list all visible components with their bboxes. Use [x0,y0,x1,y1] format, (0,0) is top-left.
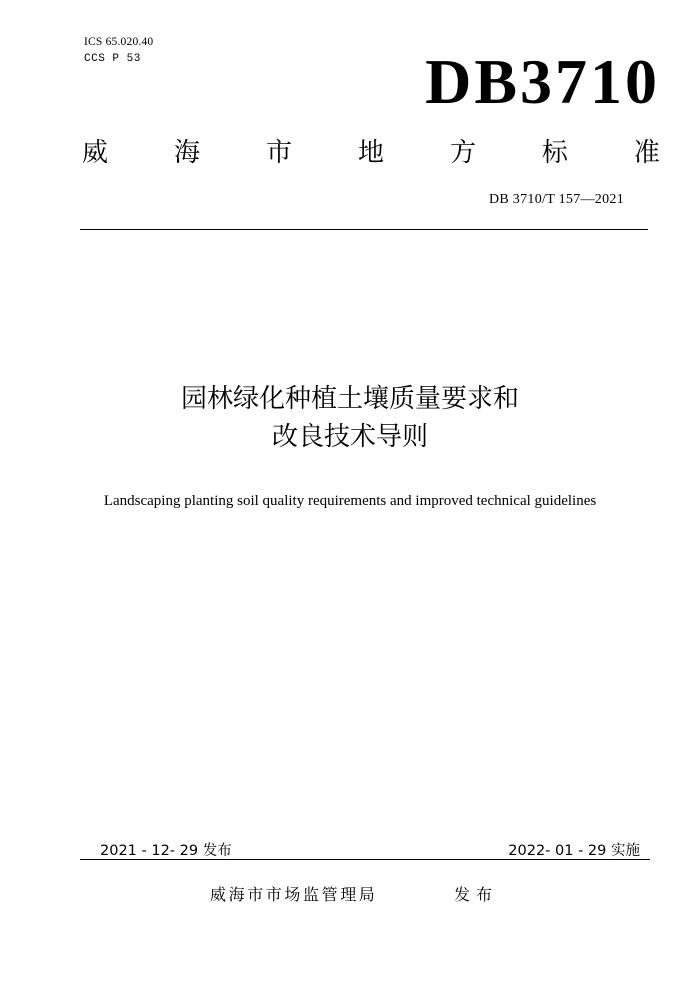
title-cn-line-1: 园林绿化种植土壤质量要求和 [180,384,519,414]
document-title-en: Landscaping planting soil quality requirements and improved technical guidelines [103,493,597,509]
standard-type-char: 海 [173,138,200,168]
standard-type-char: 地 [357,138,384,168]
issue-date: 2021 - 12- 29 发布 [100,843,232,859]
standard-type-char: 准 [633,138,660,168]
standard-type-char: 方 [449,138,476,168]
publish-label: 发布 [454,885,499,904]
standard-type-title [82,140,660,166]
footer-divider [80,859,650,860]
standard-number: DB 3710/T 157—2021 [488,192,624,207]
standard-code-logo: DB3710 [425,46,660,117]
document-title-cn [0,380,700,456]
publisher-name: 威海市市场监管理局 [210,885,378,904]
header-divider [80,229,648,230]
standard-type-char: 市 [265,138,292,168]
ccs-code: CCS P 53 [84,53,141,65]
standard-type-char: 标 [541,138,568,168]
implementation-date: 2022- 01 - 29 实施 [508,843,640,859]
ics-code: ICS 65.020.40 [84,36,154,48]
standard-type-char: 威 [82,138,109,168]
title-cn-line-2: 改良技术导则 [271,422,428,452]
